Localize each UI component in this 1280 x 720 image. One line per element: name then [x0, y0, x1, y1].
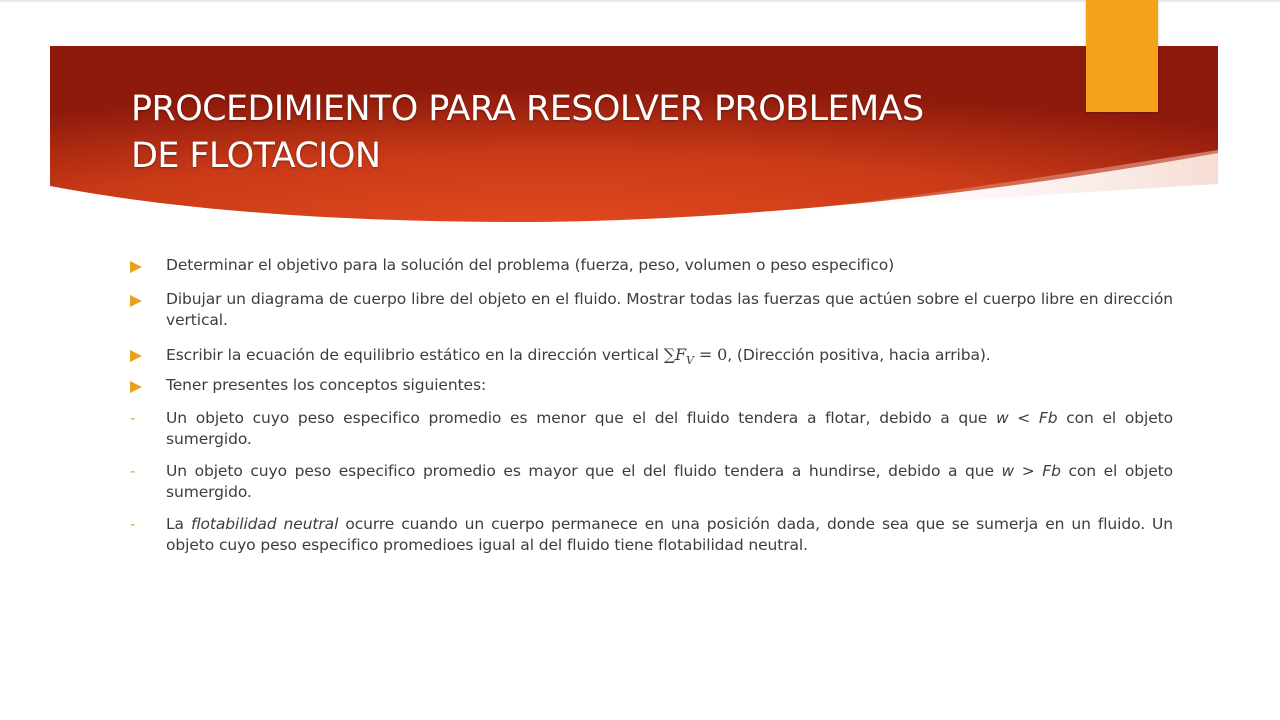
list-item-text: [166, 408, 1173, 450]
dash-marker: -: [130, 462, 136, 480]
list-item-text: Tener presentes los conceptos siguientes:: [166, 376, 487, 394]
force-variable: F: [675, 345, 687, 364]
slide-title: [131, 86, 1071, 180]
text-segment: Un objeto cuyo peso especifico promedio es menor que el del fluido tendera a flotar, debido a que: [166, 409, 996, 427]
sum-symbol: ∑: [663, 345, 676, 364]
list-item-text: [166, 514, 1173, 556]
equilibrium-equation: [663, 345, 728, 368]
dash-marker: -: [130, 409, 136, 427]
list-item: [130, 461, 1175, 503]
list-item: [130, 375, 1175, 396]
list-item: [130, 344, 1175, 371]
arrow-bullet-icon: [130, 261, 142, 273]
dash-marker: -: [130, 515, 136, 533]
arrow-bullet-icon: [130, 295, 142, 307]
force-subscript: V: [686, 354, 694, 368]
text-segment: La: [166, 515, 191, 533]
list-item: [130, 514, 1175, 556]
inequality: w < Fb: [995, 409, 1058, 427]
text-segment: con el objeto sumergido.: [166, 409, 1173, 448]
title-line-2: DE FLOTACION: [131, 136, 381, 176]
list-item-text: Determinar el objetivo para la solución del problema (fuerza, peso, volumen o peso especifico): [166, 256, 895, 274]
equation-rest: = 0: [693, 345, 728, 364]
list-item: [130, 255, 1175, 276]
text-segment: , (Dirección positiva, hacia arriba).: [727, 346, 991, 364]
text-segment: ocurre cuando un cuerpo permanece en una posición dada, donde sea que se sumerja en un fluido. Un objeto cuyo peso especifico promedioes igual al del fluido tiene flotabilidad neutral.: [166, 515, 1174, 554]
text-segment: con el objeto sumergido.: [166, 462, 1174, 501]
text-segment: Un objeto cuyo peso especifico promedio es mayor que el del fluido tendera a hundirse, debido a que: [166, 462, 1002, 480]
list-item-text: [166, 344, 1173, 371]
list-item: [130, 289, 1175, 331]
accent-tab: [1086, 0, 1158, 112]
neutral-buoyancy-term: flotabilidad neutral: [190, 515, 339, 533]
inequality: w > Fb: [1001, 462, 1061, 480]
arrow-bullet-icon: [130, 381, 142, 393]
arrow-bullet-icon: [130, 350, 142, 362]
list-item-text: [166, 461, 1173, 503]
text-segment: Escribir la ecuación de equilibrio estático en la dirección vertical: [166, 346, 664, 364]
list-item-text: Dibujar un diagrama de cuerpo libre del objeto en el fluido. Mostrar todas las fuerzas que actúen sobre el cuerpo libre en dirección vertical.: [166, 290, 1173, 329]
list-item: [130, 408, 1175, 450]
title-line-1: PROCEDIMIENTO PARA RESOLVER PROBLEMAS: [131, 89, 924, 129]
